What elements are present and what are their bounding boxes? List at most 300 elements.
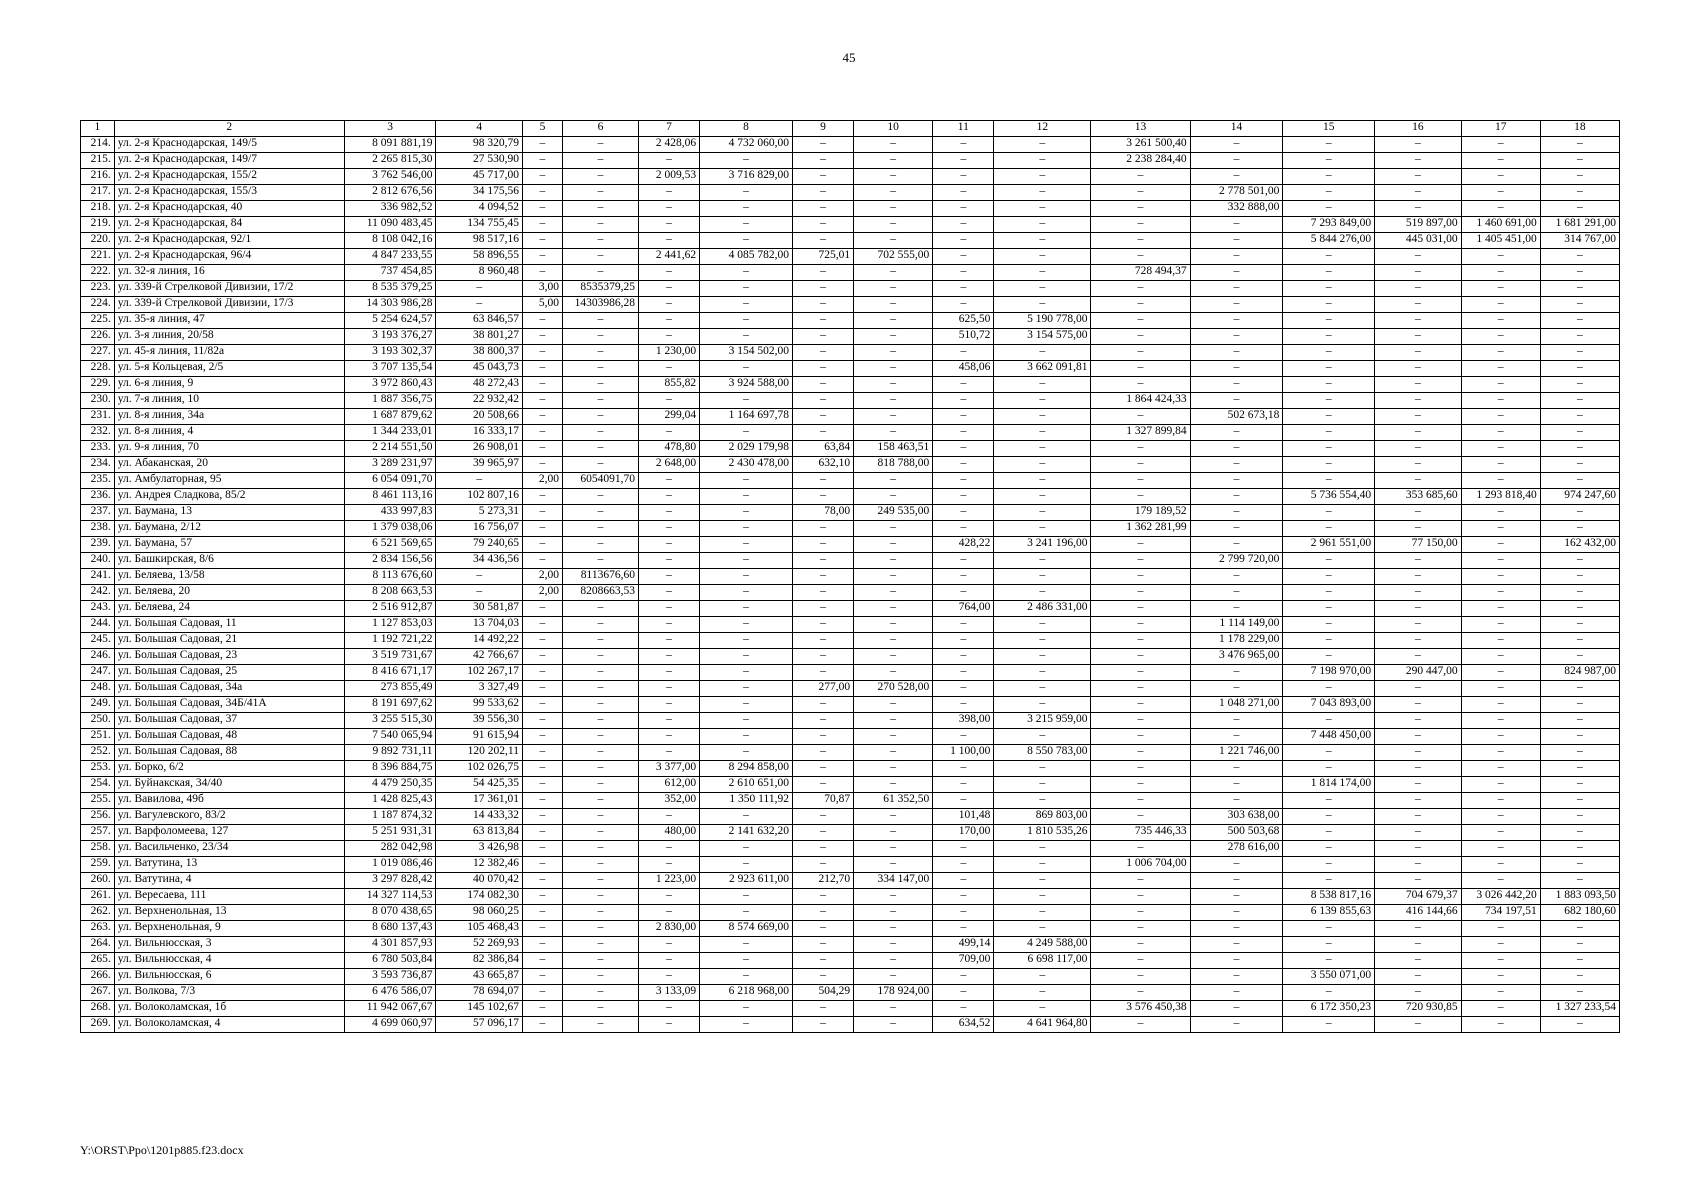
value-cell: – xyxy=(854,953,933,969)
value-cell: – xyxy=(933,665,994,681)
table-row xyxy=(81,489,1620,505)
value-cell: 3 924 588,00 xyxy=(700,377,793,393)
value-cell: – xyxy=(1375,441,1461,457)
value-cell: – xyxy=(1540,297,1619,313)
value-cell: – xyxy=(1461,937,1540,953)
value-cell: – xyxy=(700,505,793,521)
value-cell: – xyxy=(854,297,933,313)
value-cell: – xyxy=(1461,1001,1540,1017)
value-cell: – xyxy=(700,697,793,713)
value-cell: 4 085 782,00 xyxy=(700,249,793,265)
value-cell: 2 923 611,00 xyxy=(700,873,793,889)
address-cell: ул. Верхненольная, 13 xyxy=(114,905,344,921)
value-cell: 77 150,00 xyxy=(1375,537,1461,553)
value-cell: – xyxy=(1091,745,1190,761)
row-number-cell: 266. xyxy=(81,969,115,985)
address-cell: ул. 8-я линия, 4 xyxy=(114,425,344,441)
value-cell: – xyxy=(436,585,522,601)
value-cell: – xyxy=(994,425,1091,441)
address-cell: ул. Большая Садовая, 34а xyxy=(114,681,344,697)
value-cell: 2 029 179,98 xyxy=(700,441,793,457)
value-cell: – xyxy=(792,1017,853,1033)
value-cell: – xyxy=(1091,905,1190,921)
value-cell: 45 717,00 xyxy=(436,169,522,185)
table-row xyxy=(81,585,1620,601)
value-cell: 6 054 091,70 xyxy=(344,473,436,489)
table-row xyxy=(81,185,1620,201)
value-cell: 625,50 xyxy=(933,313,994,329)
value-cell: 353 685,60 xyxy=(1375,489,1461,505)
value-cell: – xyxy=(1461,681,1540,697)
row-number-cell: 234. xyxy=(81,457,115,473)
value-cell: – xyxy=(1190,505,1283,521)
value-cell: – xyxy=(994,553,1091,569)
value-cell: – xyxy=(522,953,562,969)
value-cell: 3 377,00 xyxy=(638,761,699,777)
value-cell: – xyxy=(522,1017,562,1033)
table-row xyxy=(81,633,1620,649)
value-cell: – xyxy=(522,361,562,377)
value-cell: – xyxy=(1283,921,1375,937)
value-cell: – xyxy=(1540,553,1619,569)
value-cell: 42 766,67 xyxy=(436,649,522,665)
value-cell: – xyxy=(1375,697,1461,713)
address-cell: ул. Беляева, 24 xyxy=(114,601,344,617)
value-cell: – xyxy=(700,601,793,617)
value-cell: – xyxy=(1190,1001,1283,1017)
value-cell: – xyxy=(1091,649,1190,665)
value-cell: 277,00 xyxy=(792,681,853,697)
value-cell: – xyxy=(1283,953,1375,969)
address-cell: ул. 2-я Краснодарская, 155/2 xyxy=(114,169,344,185)
value-cell: – xyxy=(994,233,1091,249)
table-row xyxy=(81,473,1620,489)
value-cell: – xyxy=(933,441,994,457)
row-number-cell: 221. xyxy=(81,249,115,265)
value-cell: – xyxy=(522,745,562,761)
value-cell: – xyxy=(1375,201,1461,217)
value-cell: – xyxy=(1540,841,1619,857)
value-cell: 6 698 117,00 xyxy=(994,953,1091,969)
value-cell: 8535379,25 xyxy=(563,281,639,297)
value-cell: 34 175,56 xyxy=(436,185,522,201)
value-cell: – xyxy=(1190,489,1283,505)
table-row xyxy=(81,569,1620,585)
value-cell: – xyxy=(700,153,793,169)
value-cell: – xyxy=(792,649,853,665)
value-cell: – xyxy=(1461,521,1540,537)
value-cell: 22 932,42 xyxy=(436,393,522,409)
value-cell: – xyxy=(1091,233,1190,249)
value-cell: – xyxy=(638,313,699,329)
value-cell: – xyxy=(792,265,853,281)
value-cell: – xyxy=(994,473,1091,489)
value-cell: – xyxy=(563,761,639,777)
value-cell: 4 094,52 xyxy=(436,201,522,217)
value-cell: – xyxy=(1091,249,1190,265)
address-cell: ул. Большая Садовая, 25 xyxy=(114,665,344,681)
row-number-cell: 236. xyxy=(81,489,115,505)
value-cell: – xyxy=(522,905,562,921)
value-cell: 1 048 271,00 xyxy=(1190,697,1283,713)
row-number-cell: 267. xyxy=(81,985,115,1001)
value-cell: 8208663,53 xyxy=(563,585,639,601)
value-cell: 14 492,22 xyxy=(436,633,522,649)
value-cell: – xyxy=(994,249,1091,265)
value-cell: 2 441,62 xyxy=(638,249,699,265)
value-cell: – xyxy=(854,329,933,345)
value-cell: – xyxy=(638,537,699,553)
table-row xyxy=(81,665,1620,681)
value-cell: – xyxy=(1461,201,1540,217)
value-cell: 120 202,11 xyxy=(436,745,522,761)
value-cell: – xyxy=(700,537,793,553)
value-cell: – xyxy=(1283,745,1375,761)
table-row xyxy=(81,649,1620,665)
value-cell: – xyxy=(1190,281,1283,297)
value-cell: – xyxy=(792,281,853,297)
value-cell: 519 897,00 xyxy=(1375,217,1461,233)
value-cell: – xyxy=(522,1001,562,1017)
value-cell: – xyxy=(522,201,562,217)
table-row xyxy=(81,729,1620,745)
value-cell: – xyxy=(563,825,639,841)
value-cell: – xyxy=(792,137,853,153)
value-cell: 6 139 855,63 xyxy=(1283,905,1375,921)
value-cell: – xyxy=(638,473,699,489)
table-row xyxy=(81,137,1620,153)
value-cell: 8 396 884,75 xyxy=(344,761,436,777)
value-cell: 336 982,52 xyxy=(344,201,436,217)
value-cell: – xyxy=(700,521,793,537)
value-cell: – xyxy=(792,665,853,681)
row-number-cell: 259. xyxy=(81,857,115,873)
value-cell: – xyxy=(792,153,853,169)
value-cell: – xyxy=(1461,537,1540,553)
value-cell: – xyxy=(1283,681,1375,697)
value-cell: 6 476 586,07 xyxy=(344,985,436,1001)
table-row xyxy=(81,825,1620,841)
table-row xyxy=(81,1001,1620,1017)
value-cell: – xyxy=(854,745,933,761)
value-cell: – xyxy=(638,649,699,665)
table-row xyxy=(81,361,1620,377)
table-row xyxy=(81,713,1620,729)
value-cell: – xyxy=(1540,937,1619,953)
value-cell: – xyxy=(1283,201,1375,217)
value-cell: 8 208 663,53 xyxy=(344,585,436,601)
value-cell: – xyxy=(1283,569,1375,585)
value-cell: – xyxy=(1540,473,1619,489)
value-cell: – xyxy=(1091,345,1190,361)
value-cell: – xyxy=(1091,361,1190,377)
value-cell: – xyxy=(933,889,994,905)
value-cell: – xyxy=(933,345,994,361)
table-row xyxy=(81,265,1620,281)
value-cell: – xyxy=(854,697,933,713)
value-cell: – xyxy=(792,569,853,585)
row-number-cell: 239. xyxy=(81,537,115,553)
value-cell: – xyxy=(700,857,793,873)
value-cell: – xyxy=(638,745,699,761)
value-cell: – xyxy=(1375,985,1461,1001)
value-cell: – xyxy=(1375,713,1461,729)
value-cell: – xyxy=(563,377,639,393)
value-cell: – xyxy=(522,345,562,361)
value-cell: – xyxy=(1375,681,1461,697)
table-row xyxy=(81,521,1620,537)
value-cell: 6 172 350,23 xyxy=(1283,1001,1375,1017)
value-cell: – xyxy=(1375,761,1461,777)
value-cell: – xyxy=(1375,345,1461,361)
value-cell: – xyxy=(933,137,994,153)
value-cell: – xyxy=(563,697,639,713)
value-cell: – xyxy=(854,633,933,649)
value-cell: – xyxy=(563,921,639,937)
value-cell: – xyxy=(1190,297,1283,313)
value-cell: 1 187 874,32 xyxy=(344,809,436,825)
value-cell: – xyxy=(1375,473,1461,489)
row-number-cell: 229. xyxy=(81,377,115,393)
value-cell: – xyxy=(700,473,793,489)
value-cell: – xyxy=(563,617,639,633)
value-cell: – xyxy=(563,953,639,969)
row-number-cell: 258. xyxy=(81,841,115,857)
value-cell: 1 344 233,01 xyxy=(344,425,436,441)
value-cell: – xyxy=(436,569,522,585)
value-cell: – xyxy=(1375,153,1461,169)
value-cell: 101,48 xyxy=(933,809,994,825)
value-cell: – xyxy=(1461,249,1540,265)
value-cell: 134 755,45 xyxy=(436,217,522,233)
value-cell: – xyxy=(522,537,562,553)
value-cell: 8 294 858,00 xyxy=(700,761,793,777)
value-cell: – xyxy=(792,489,853,505)
value-cell: 3 255 515,30 xyxy=(344,713,436,729)
value-cell: 8 574 669,00 xyxy=(700,921,793,937)
value-cell: – xyxy=(1283,633,1375,649)
value-cell: – xyxy=(1540,329,1619,345)
value-cell: – xyxy=(1375,601,1461,617)
value-cell: – xyxy=(1190,921,1283,937)
value-cell: – xyxy=(638,633,699,649)
row-number-cell: 240. xyxy=(81,553,115,569)
value-cell: 3 026 442,20 xyxy=(1461,889,1540,905)
value-cell: – xyxy=(792,601,853,617)
value-cell: – xyxy=(700,569,793,585)
value-cell: – xyxy=(700,745,793,761)
row-number-cell: 246. xyxy=(81,649,115,665)
value-cell: 63,84 xyxy=(792,441,853,457)
value-cell: – xyxy=(436,281,522,297)
value-cell: 8 461 113,16 xyxy=(344,489,436,505)
value-cell: – xyxy=(933,249,994,265)
address-cell: ул. Вавилова, 49б xyxy=(114,793,344,809)
table-row xyxy=(81,409,1620,425)
value-cell: 8 680 137,43 xyxy=(344,921,436,937)
value-cell: 158 463,51 xyxy=(854,441,933,457)
column-number-header: 13 xyxy=(1091,121,1190,137)
value-cell: 632,10 xyxy=(792,457,853,473)
value-cell: – xyxy=(522,265,562,281)
table-row xyxy=(81,601,1620,617)
value-cell: – xyxy=(1461,713,1540,729)
value-cell: – xyxy=(1283,409,1375,425)
address-cell: ул. 35-я линия, 47 xyxy=(114,313,344,329)
value-cell: 3 133,09 xyxy=(638,985,699,1001)
value-cell: – xyxy=(563,441,639,457)
value-cell: – xyxy=(1375,329,1461,345)
value-cell: – xyxy=(1283,473,1375,489)
table-row xyxy=(81,1017,1620,1033)
value-cell: – xyxy=(638,953,699,969)
value-cell: – xyxy=(933,377,994,393)
value-cell: – xyxy=(522,809,562,825)
value-cell: – xyxy=(1091,281,1190,297)
value-cell: – xyxy=(1461,281,1540,297)
value-cell: – xyxy=(638,521,699,537)
column-number-header: 6 xyxy=(563,121,639,137)
value-cell: 16 333,17 xyxy=(436,425,522,441)
value-cell: 78 694,07 xyxy=(436,985,522,1001)
value-cell: – xyxy=(933,393,994,409)
row-number-cell: 224. xyxy=(81,297,115,313)
value-cell: – xyxy=(1375,921,1461,937)
value-cell: – xyxy=(522,457,562,473)
value-cell: 105 468,43 xyxy=(436,921,522,937)
address-cell: ул. Волоколамская, 4 xyxy=(114,1017,344,1033)
value-cell: – xyxy=(1375,617,1461,633)
value-cell: – xyxy=(854,153,933,169)
value-cell: 8 191 697,62 xyxy=(344,697,436,713)
value-cell: – xyxy=(1540,345,1619,361)
row-number-cell: 264. xyxy=(81,937,115,953)
table-row xyxy=(81,905,1620,921)
value-cell: 502 673,18 xyxy=(1190,409,1283,425)
value-cell: – xyxy=(933,233,994,249)
value-cell: – xyxy=(700,425,793,441)
value-cell: – xyxy=(1461,329,1540,345)
row-number-cell: 227. xyxy=(81,345,115,361)
value-cell: – xyxy=(1091,553,1190,569)
value-cell: 478,80 xyxy=(638,441,699,457)
address-cell: ул. 339-й Стрелковой Дивизии, 17/3 xyxy=(114,297,344,313)
value-cell: 1 127 853,03 xyxy=(344,617,436,633)
column-number-header: 11 xyxy=(933,121,994,137)
value-cell: 2 430 478,00 xyxy=(700,457,793,473)
value-cell: – xyxy=(1283,361,1375,377)
value-cell: 1 864 424,33 xyxy=(1091,393,1190,409)
address-cell: ул. Верхненольная, 9 xyxy=(114,921,344,937)
value-cell: – xyxy=(854,1017,933,1033)
row-number-cell: 214. xyxy=(81,137,115,153)
value-cell: 682 180,60 xyxy=(1540,905,1619,921)
value-cell: – xyxy=(638,969,699,985)
value-cell: – xyxy=(1283,329,1375,345)
value-cell: – xyxy=(700,681,793,697)
value-cell: 26 908,01 xyxy=(436,441,522,457)
value-cell: 728 494,37 xyxy=(1091,265,1190,281)
value-cell: – xyxy=(1283,249,1375,265)
value-cell: 1 164 697,78 xyxy=(700,409,793,425)
value-cell: – xyxy=(792,201,853,217)
value-cell: 3 215 959,00 xyxy=(994,713,1091,729)
value-cell: 3 762 546,00 xyxy=(344,169,436,185)
value-cell: 4 249 588,00 xyxy=(994,937,1091,953)
value-cell: – xyxy=(638,889,699,905)
value-cell: – xyxy=(1375,857,1461,873)
value-cell: – xyxy=(1540,873,1619,889)
value-cell: 7 448 450,00 xyxy=(1283,729,1375,745)
value-cell: – xyxy=(933,201,994,217)
value-cell: – xyxy=(854,601,933,617)
value-cell: – xyxy=(1190,377,1283,393)
value-cell: 7 043 893,00 xyxy=(1283,697,1375,713)
value-cell: – xyxy=(1283,377,1375,393)
value-cell: – xyxy=(1283,185,1375,201)
value-cell: – xyxy=(994,697,1091,713)
value-cell: – xyxy=(1540,249,1619,265)
address-cell: ул. 8-я линия, 34а xyxy=(114,409,344,425)
value-cell: – xyxy=(792,825,853,841)
value-cell: 1 221 746,00 xyxy=(1190,745,1283,761)
value-cell: – xyxy=(1283,457,1375,473)
value-cell: – xyxy=(563,265,639,281)
value-cell: 52 269,93 xyxy=(436,937,522,953)
table-row xyxy=(81,889,1620,905)
value-cell: 20 508,66 xyxy=(436,409,522,425)
value-cell: – xyxy=(563,745,639,761)
value-cell: – xyxy=(994,281,1091,297)
value-cell: 8 416 671,17 xyxy=(344,665,436,681)
row-number-cell: 215. xyxy=(81,153,115,169)
value-cell: – xyxy=(854,649,933,665)
value-cell: – xyxy=(854,665,933,681)
value-cell: – xyxy=(638,809,699,825)
value-cell: – xyxy=(854,729,933,745)
value-cell: – xyxy=(1283,985,1375,1001)
value-cell: – xyxy=(563,521,639,537)
value-cell: – xyxy=(994,345,1091,361)
value-cell: – xyxy=(994,905,1091,921)
value-cell: 3 241 196,00 xyxy=(994,537,1091,553)
value-cell: – xyxy=(933,969,994,985)
value-cell: – xyxy=(1283,585,1375,601)
value-cell: – xyxy=(792,921,853,937)
column-number-header: 1 xyxy=(81,121,115,137)
value-cell: 3 707 135,54 xyxy=(344,361,436,377)
value-cell: – xyxy=(1461,457,1540,473)
address-cell: ул. 45-я линия, 11/82а xyxy=(114,345,344,361)
value-cell: – xyxy=(1091,169,1190,185)
value-cell: – xyxy=(522,185,562,201)
value-cell: – xyxy=(854,473,933,489)
value-cell: – xyxy=(1375,409,1461,425)
value-cell: 82 386,84 xyxy=(436,953,522,969)
value-cell: – xyxy=(700,905,793,921)
value-cell: – xyxy=(1091,569,1190,585)
value-cell: 3 193 376,27 xyxy=(344,329,436,345)
row-number-cell: 225. xyxy=(81,313,115,329)
value-cell: – xyxy=(1283,617,1375,633)
value-cell: 1 810 535,26 xyxy=(994,825,1091,841)
address-cell: ул. Вильнюсская, 3 xyxy=(114,937,344,953)
value-cell: 43 665,87 xyxy=(436,969,522,985)
value-cell: – xyxy=(1461,873,1540,889)
value-cell: 2,00 xyxy=(522,569,562,585)
value-cell: – xyxy=(1375,969,1461,985)
table-row xyxy=(81,537,1620,553)
